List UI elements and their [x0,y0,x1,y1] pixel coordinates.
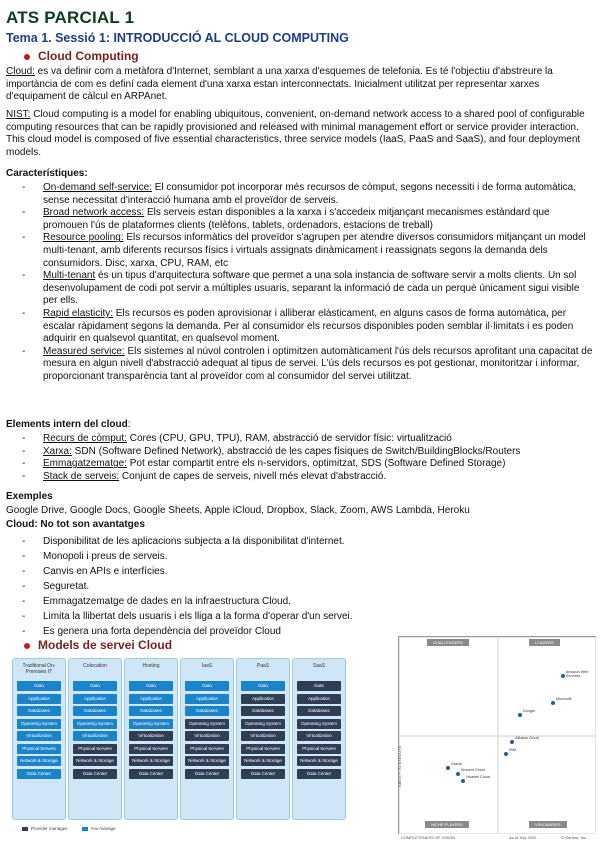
characteristics-title: Característiques: [6,168,88,179]
elements-title-colon: : [127,419,131,430]
model-layer-cell: Data [185,681,229,691]
model-layer-cell: Virtualization [241,731,285,741]
quadrant-point [456,772,460,776]
list-item-text: Cores (CPU, GPU, TPU), RAM, abstracció de servidor físic: virtualització [126,433,452,444]
model-layer-cell: Operating System [241,719,285,729]
dash-marker: - [22,536,26,547]
list-item [6,308,594,346]
quadrant-cell [399,637,499,737]
list-item-text: SDN (Software Defined Network), abstracció de les capes físiques de Switch/BuildingBlocks/Routers [71,445,521,457]
model-layer-cell: Network & Storage [297,756,341,766]
quadrant-point-label: Amazon Web Services [565,670,589,678]
quadrant-point-label: Huawei Cloud [466,775,490,780]
model-layer-cell: Operating System [73,719,117,729]
list-item-text: Seguretat. [43,581,90,592]
bullet-icon [24,54,30,60]
model-layer-cell: Virtualization [73,731,117,741]
model-layer-cell: Physical Servers [241,744,285,754]
model-layer-cell: Data [17,681,61,691]
list-item-text: Conjunt de capes de serveis, nivell més elevat d'abstracció. [119,470,387,482]
model-layer-cell: Network & Storage [185,756,229,766]
model-layer-cell: Data Center [241,769,285,779]
elements-title-text: Elements intern del cloud [6,419,128,430]
model-layer-cell: Databases [73,706,117,716]
list-item-text: Es genera una forta dependència del proveïdor Cloud [43,626,281,637]
list-item-text: Disponibilitat de les aplicacions subjecta a la disponibilitat d'internet. [43,536,345,547]
cloud-definition [6,66,594,104]
model-layer-cell: Operating System [129,719,173,729]
model-layer-cell: Physical Servers [17,744,61,754]
dash-marker: - [22,207,26,219]
document-subtitle: Tema 1. Sessió 1: INTRODUCCIÓ AL CLOUD COMPUTING [6,31,349,45]
list-item-term: Recurs de còmput: [43,433,127,444]
dash-marker: - [22,470,26,482]
list-item-term: Multi-tenant [43,270,96,282]
dash-marker: - [22,433,26,444]
service-models-diagram [12,658,352,838]
list-item-text: Pot estar compartit entre els n-servidors, optimitzat, SDS (Software Defined Storage) [126,458,506,470]
quadrant-point-label: Oracle [450,761,462,766]
model-layer-cell: Databases [185,706,229,716]
dash-marker: - [22,566,26,577]
model-layer-cell: Application [241,694,285,704]
examples-title: Exemples [6,491,53,502]
dash-marker: - [22,596,26,607]
quadrant-point-label: Alibaba Cloud [515,736,539,741]
model-layer-cell: Data [73,681,117,691]
model-layer-cell: Network & Storage [73,756,117,766]
list-item [6,182,594,207]
section-service-models [24,638,172,652]
model-layer-cell: Data Center [129,769,173,779]
model-layer-cell: Data Center [17,769,61,779]
examples-text: Google Drive, Google Docs, Google Sheets, Apple iCloud, Dropbox, Slack, Zoom, AWS Lambda, Heroku [6,505,470,516]
list-item-text: El consumidor pot incorporar més recursos de còmput, segons necessiti i de forma automàtica, sense necessitat d'interacció humana amb el proveïdor de serveis. [43,182,577,206]
model-layer-cell: Databases [129,706,173,716]
quadrant-point-label: IBM [509,748,517,752]
list-item [6,594,594,609]
list-item-term: Stack de serveis: [43,470,120,482]
model-column-head: Hosting [142,663,160,669]
elements-title [6,419,594,432]
model-column [124,658,178,820]
dash-marker: - [22,551,26,562]
list-item [6,609,594,624]
quadrant-point-label: Tencent Cloud [460,767,485,772]
model-layer-cell: Application [185,694,229,704]
model-layer-cell: Physical Servers [185,744,229,754]
list-item-text: Limita la llibertat dels usuaris i els lliga a la forma d'operar d'un servei. [43,611,353,622]
quadrant-point [446,766,450,770]
list-item [6,534,594,549]
quadrant-label-challengers: CHALLENGERS [427,639,469,646]
model-column-head: PaaS [256,663,270,669]
model-column [180,658,234,820]
model-layer-cell: Databases [17,706,61,716]
cloud-def-text: es va definir com a metàfora d'Internet, semblant a una xarxa d'esquemes de telefonia. Es té l'objectiu d'abstreure la importància de com es definí cada element d'una xarxa estan interconnectats. Inicialment utilitzat per representar xarxes d'equipament de càlcul en ARPAnet. [6,66,553,103]
model-layer-cell: Physical Servers [129,744,173,754]
list-item [6,433,594,446]
list-item [6,446,594,459]
section-cloud-computing-label: Cloud Computing [38,49,139,63]
model-layer-cell: Data [129,681,173,691]
model-layer-cell: Network & Storage [129,756,173,766]
legend-label: You manage [90,826,116,831]
quadrant-label-niche: NICHE PLAYERS [425,821,469,828]
list-item-text: és un tipus d'arquitectura software que permet a una sola instancia de software servir a molts clients. Un sol desenvolupament de codi pot servir a múltiples usuaris, separant la informació de cada un perquè únicament sigui visible per ells. [43,270,580,307]
disadvantages-title: Cloud: No tot son avantatges [6,519,145,530]
quadrant-point-label: Microsoft [556,697,572,702]
quadrant-label-visionaries: VISIONARIES [529,821,567,828]
section-cloud-computing [24,49,139,63]
model-layer-cell: Network & Storage [17,756,61,766]
list-item-term: Xarxa: [43,445,72,457]
model-column-head: Colocation [83,663,107,669]
disadvantages-list [6,534,594,639]
quadrant-point [518,713,522,717]
list-item-text: Canvis en APIs e interfícies. [43,566,168,577]
list-item [6,232,594,270]
dash-marker: - [22,307,26,319]
model-layer-cell: Virtualization [185,731,229,741]
list-item-term: Rapid elasticity: [43,307,114,319]
dash-marker: - [22,611,26,622]
model-layer-cell: Operating System [297,719,341,729]
magic-quadrant-figure [397,636,596,840]
model-layer-cell: Data Center [73,769,117,779]
legend-swatch-you [82,827,88,831]
list-item-term: Broad network access: [43,207,145,219]
nist-definition [6,109,594,159]
model-column-head: IaaS [201,663,213,669]
model-layer-cell: Virtualization [129,731,173,741]
model-layer-cell: Data [241,681,285,691]
list-item [6,270,594,308]
list-item-text: Els serveis estan disponibles a la xarxa i s'accedeix mitjançant mecanismes estàndard que promouen l'ús de plataformes clients (telèfons, tablets, ordenadors, estacions de treball) [43,207,550,231]
list-item [6,471,594,484]
dash-marker: - [22,345,26,357]
list-item-term: On-demand self-service: [43,182,152,193]
list-item-term: Emmagatzematge: [43,458,127,470]
dash-marker: - [22,232,26,244]
list-item-text: Els recursos informàtics del proveïdor s'agrupen per atendre diversos consumidors mitjançant un model multi-tenant, amb diferents recursos físics i virtuals assignats dinàmicament i reassignats segons la demanda dels consumidors. Disc, xarxa, CPU, RAM, etc [43,232,586,269]
list-item [6,346,594,384]
x-axis-label: COMPLETENESS OF VISION [401,835,456,840]
dash-marker: - [22,626,26,637]
list-item-term: Resource pooling: [43,232,124,244]
model-layer-cell: Databases [241,706,285,716]
list-item-term: Measured service: [43,345,125,357]
model-layer-cell: Application [73,694,117,704]
model-layer-cell: Application [17,694,61,704]
quadrant-date: As of July 2022 [509,835,537,840]
model-layer-cell: Operating System [185,719,229,729]
elements-list [6,433,594,483]
list-item-text: Emmagatzematge de dades en la infraestructura Cloud. [43,596,291,607]
document-title: ATS PARCIAL 1 [6,8,135,27]
model-legend [22,826,116,831]
dash-marker: - [22,270,26,282]
quadrant-point-label: Google [522,709,536,713]
list-item-text: Els sistemes al núvol controlen i optimitzen automàticament l'ús dels recursos aprofitant una capacitat de mesura en algun nivell d'abstracció adequat al tipus de servei. L'ús dels recursos es pot gestionar, monitoritzar i informar, proporcionant transparència tant al proveïdor com al consumidor del servei utilitzat. [43,345,593,382]
model-layer-cell: Physical Servers [73,744,117,754]
list-item [6,549,594,564]
model-column-head: Traditional On-Premises IT [22,663,56,675]
dash-marker: - [22,182,26,193]
dash-marker: - [22,458,26,470]
list-item-text: Els recursos es poden aprovisionar i alliberar elàsticament, en alguns casos de forma automàtica, per escalar ràpidament segons la demanda. Per al consumidor els recursos disponibles poden semblar il·limitats i es poden adquirir en qualsevol quantitat, en qualsevol moment. [43,307,574,345]
cloud-term: Cloud: [6,66,35,77]
model-layer-cell: Virtualization [297,731,341,741]
model-column-head: SaaS [312,663,326,669]
quadrant-point [561,674,565,678]
list-item [6,207,594,232]
model-layer-cell: Application [297,694,341,704]
characteristics-list [6,182,594,384]
quadrant-cell [399,735,499,834]
model-layer-cell: Data Center [297,769,341,779]
model-layer-cell: Data [297,681,341,691]
quadrant-label-leaders: LEADERS [529,639,560,646]
nist-def-text: Cloud computing is a model for enabling ubiquitous, convenient, on-demand network access to a shared pool of configurable computing resources that can be rapidly provisioned and released with minimal management effort or service provider interaction. This cloud model is composed of five essential characteristics, three service models (IaaS, PaaS and SaaS), and four deployment models. [6,109,585,158]
model-column [12,658,66,820]
model-layer-cell: Databases [297,706,341,716]
dash-marker: - [22,445,26,457]
model-layer-cell: Data Center [185,769,229,779]
model-column [236,658,290,820]
list-item-text: Monopoli i preus de serveis. [43,551,168,562]
legend-label: Provider manages [31,826,68,831]
list-item [6,458,594,471]
model-column [68,658,122,820]
y-axis-label: ABILITY TO EXECUTE [397,745,402,787]
quadrant-source: © Gartner, Inc [561,835,586,840]
list-item [6,579,594,594]
model-column [292,658,346,820]
dash-marker: - [22,581,26,592]
model-layer-cell: Network & Storage [241,756,285,766]
legend-swatch-provider [22,827,28,831]
model-layer-cell: Virtualization [17,731,61,741]
model-layer-cell: Physical Servers [297,744,341,754]
model-layer-cell: Application [129,694,173,704]
quadrant-cell [497,637,596,737]
nist-term: NIST: [6,109,31,120]
list-item [6,564,594,579]
model-layer-cell: Operating System [17,719,61,729]
bullet-icon [24,643,30,649]
section-service-models-label: Models de servei Cloud [38,638,173,652]
